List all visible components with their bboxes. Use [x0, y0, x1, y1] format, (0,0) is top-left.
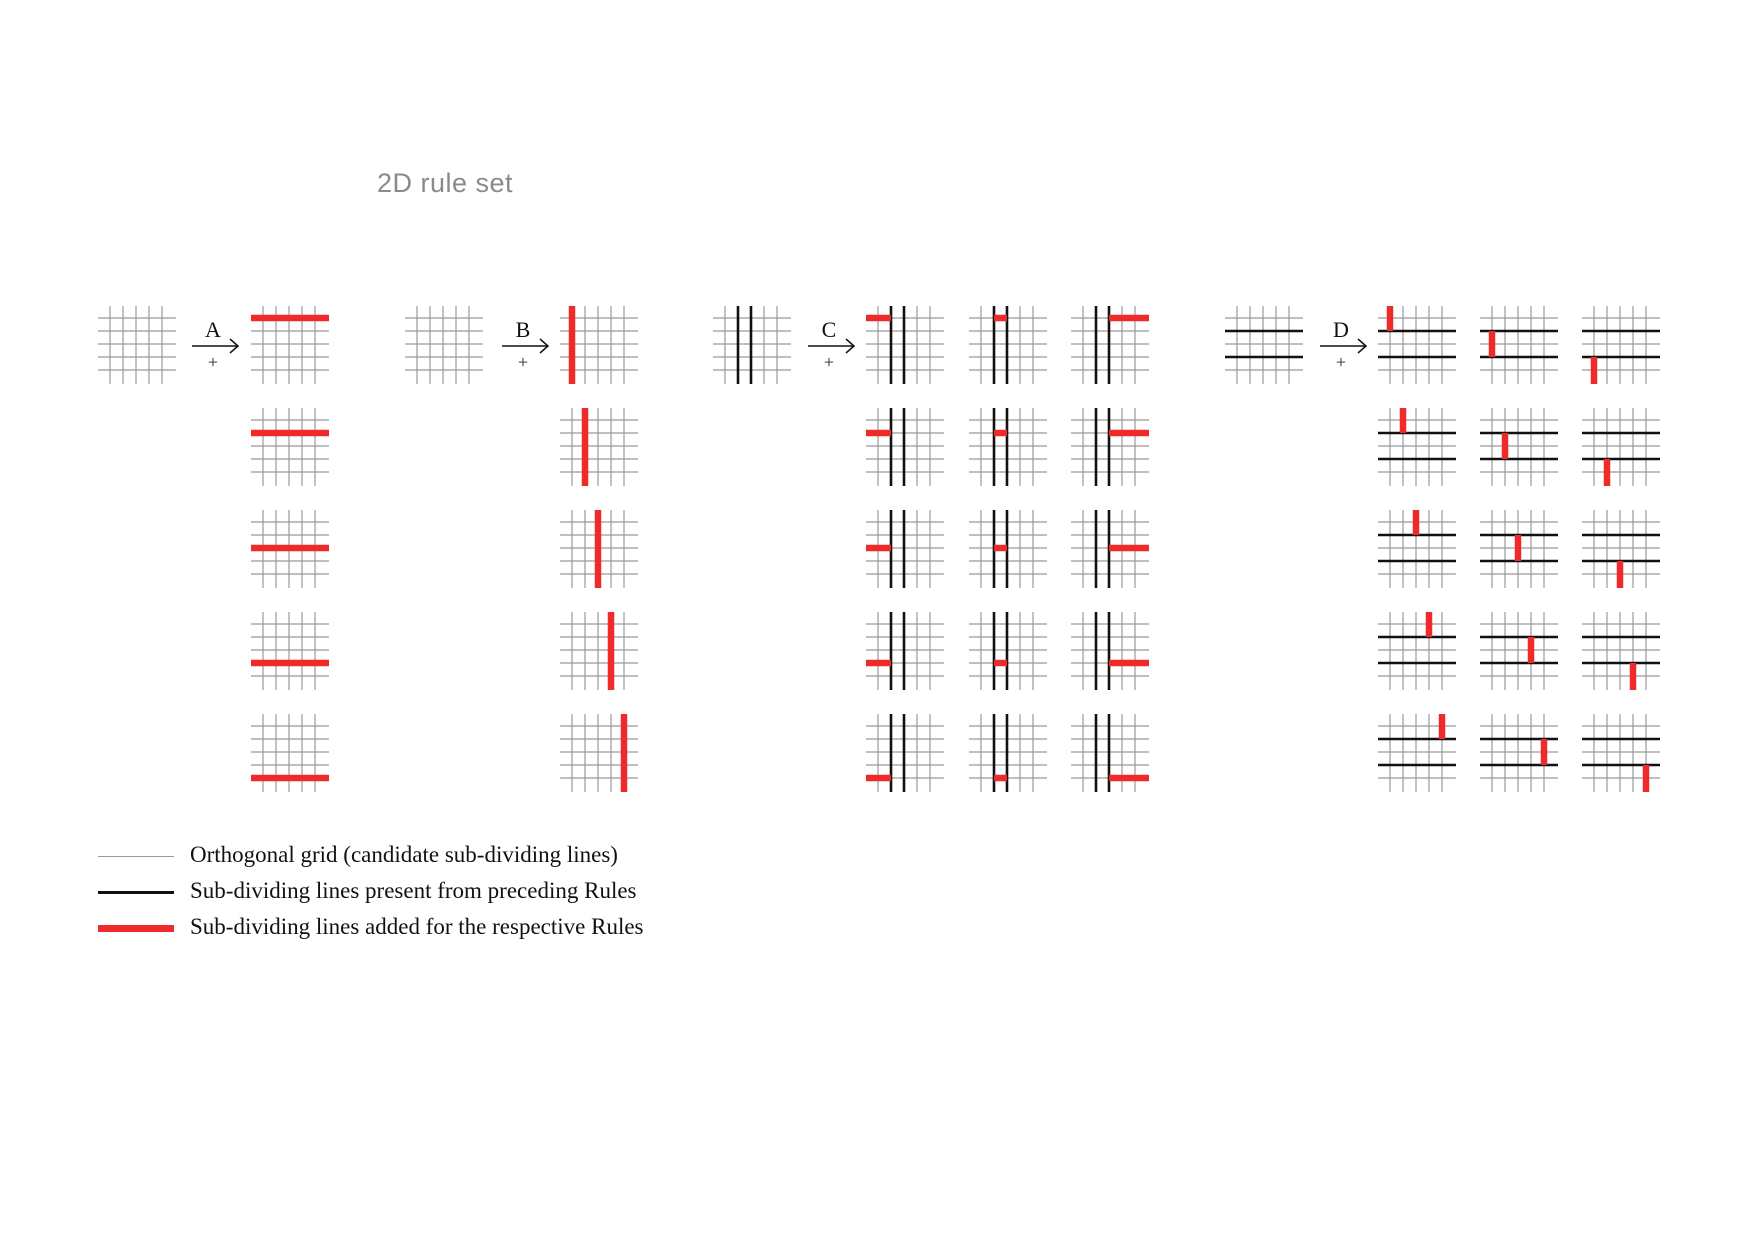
tile-a-output	[251, 306, 329, 384]
tile-a-output	[251, 612, 329, 690]
legend-swatch-added	[98, 925, 174, 932]
rule-arrow-b	[502, 317, 548, 372]
tile-d-output	[1378, 408, 1456, 486]
tile-c-output	[1071, 306, 1149, 384]
tile-d-output	[1582, 306, 1660, 384]
tile-c-output	[1071, 612, 1149, 690]
legend-label-existing: Sub-dividing lines present from preceding Rules	[190, 878, 637, 903]
rule-operator: +	[823, 352, 835, 372]
tile-a-input	[98, 306, 176, 384]
rule-letter: B	[515, 317, 531, 342]
tile-c-output	[969, 714, 1047, 792]
tile-c-output	[969, 510, 1047, 588]
rule-letter: D	[1333, 317, 1349, 342]
tile-c-output	[866, 306, 944, 384]
tile-c-output	[1071, 510, 1149, 588]
tile-d-output	[1480, 714, 1558, 792]
tile-c-output	[1071, 408, 1149, 486]
tile-d-output	[1378, 306, 1456, 384]
legend-label-grid: Orthogonal grid (candidate sub-dividing lines)	[190, 842, 618, 867]
tile-d-output	[1480, 612, 1558, 690]
rule-operator: +	[1335, 352, 1347, 372]
tile-d-output	[1582, 714, 1660, 792]
tile-d-output	[1480, 306, 1558, 384]
tile-c-output	[1071, 714, 1149, 792]
tile-c-output	[866, 714, 944, 792]
tile-a-output	[251, 408, 329, 486]
tile-c-output	[969, 306, 1047, 384]
tile-d-output	[1378, 510, 1456, 588]
rule-operator: +	[207, 352, 219, 372]
tile-b-output	[560, 510, 638, 588]
legend-swatch-grid	[98, 856, 174, 857]
tile-c-output	[866, 510, 944, 588]
tile-c-output	[866, 408, 944, 486]
tile-a-output	[251, 714, 329, 792]
tile-d-output	[1480, 510, 1558, 588]
tile-d-output	[1378, 612, 1456, 690]
tile-b-output	[560, 714, 638, 792]
tile-d-output	[1480, 408, 1558, 486]
rule-operator: +	[517, 352, 529, 372]
tile-d-input	[1225, 306, 1303, 384]
tile-d-output	[1582, 612, 1660, 690]
rule-arrow-a	[192, 317, 238, 372]
tile-b-output	[560, 408, 638, 486]
tile-c-output	[866, 612, 944, 690]
rule-arrow-c	[808, 317, 854, 372]
rule-arrow-d	[1320, 317, 1366, 372]
tile-b-input	[405, 306, 483, 384]
tile-b-output	[560, 612, 638, 690]
tile-a-output	[251, 510, 329, 588]
diagram-title: 2D rule set	[377, 168, 514, 198]
rule-letter: C	[821, 317, 837, 342]
tile-c-input	[713, 306, 791, 384]
tile-c-output	[969, 408, 1047, 486]
legend-swatch-existing	[98, 891, 174, 894]
tile-d-output	[1582, 408, 1660, 486]
tile-d-output	[1582, 510, 1660, 588]
rule-letter: A	[205, 317, 221, 342]
tile-d-output	[1378, 714, 1456, 792]
tile-b-output	[560, 306, 638, 384]
tile-c-output	[969, 612, 1047, 690]
legend-label-added: Sub-dividing lines added for the respective Rules	[190, 914, 644, 939]
